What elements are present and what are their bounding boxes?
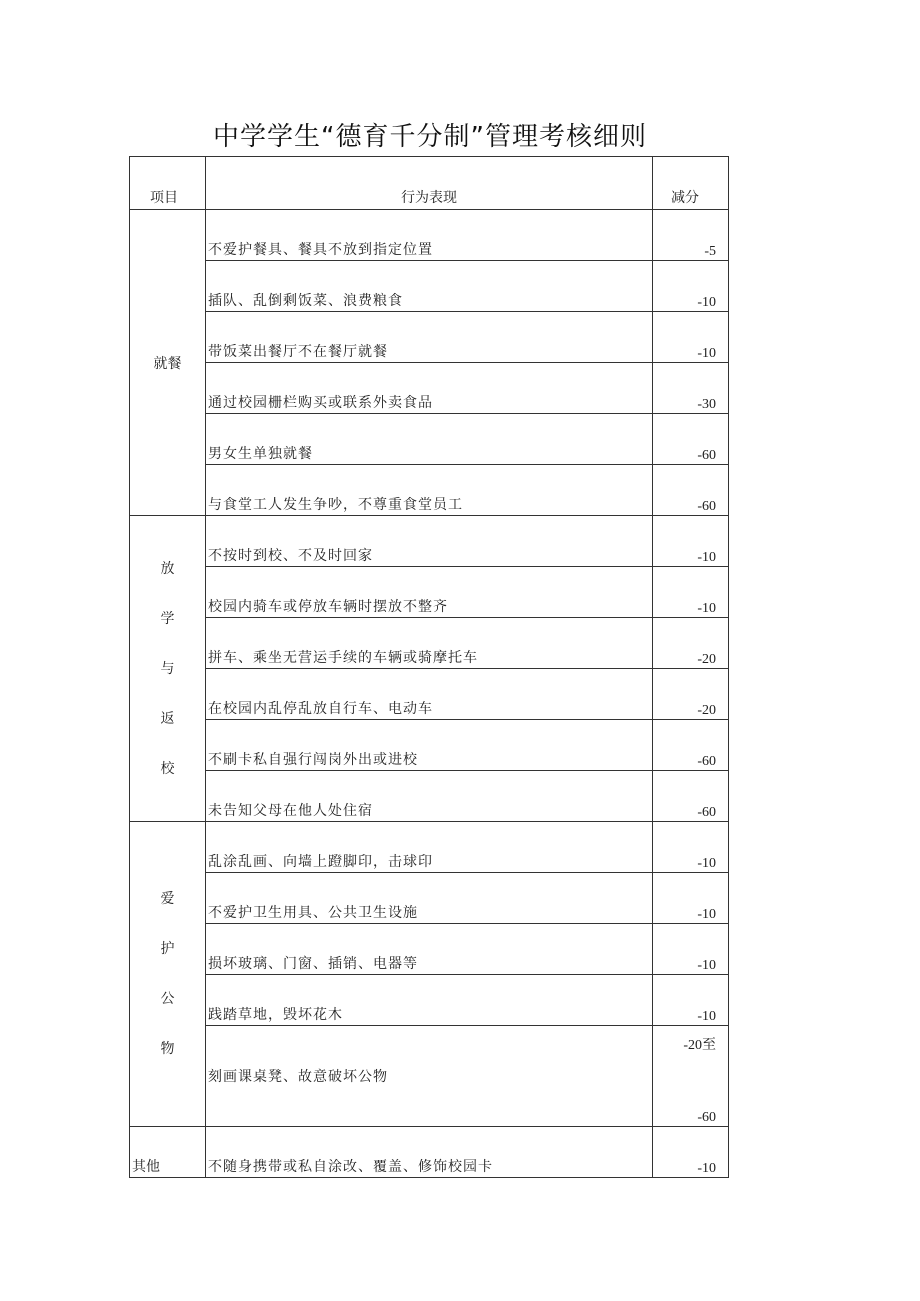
category-char: 学 [160,610,175,627]
rules-table [129,156,729,1178]
table-header-row [130,157,729,210]
behavior-cell: 不刷卡私自强行闯岗外出或进校 [206,720,653,771]
table-row [130,1026,729,1127]
score-cell: -10 [653,312,729,363]
table-row [130,975,729,1026]
score-cell: -60 [653,771,729,822]
table-row [130,261,729,312]
table-row [130,720,729,771]
header-behavior: 行为表现 [206,157,653,210]
table-row [130,669,729,720]
behavior-cell: 刻画课桌凳、故意破坏公物 [206,1026,653,1127]
table-row [130,363,729,414]
score-cell: -10 [653,261,729,312]
score-cell: -30 [653,363,729,414]
behavior-cell: 与食堂工人发生争吵，不尊重食堂员工 [206,465,653,516]
table-row [130,210,729,261]
behavior-cell: 不爱护卫生用具、公共卫生设施 [206,873,653,924]
table-row [130,465,729,516]
table-row [130,1127,729,1178]
score-cell: -10 [653,1127,729,1178]
score-cell: -20 [653,669,729,720]
header-category: 项目 [130,157,206,210]
table-row [130,873,729,924]
category-char: 校 [160,760,175,777]
table-row [130,924,729,975]
score-cell: -5 [653,210,729,261]
behavior-cell: 不按时到校、不及时回家 [206,516,653,567]
table-row [130,414,729,465]
behavior-cell: 插队、乱倒剩饭菜、浪费粮食 [206,261,653,312]
behavior-cell: 校园内骑车或停放车辆时摆放不整齐 [206,567,653,618]
table-row [130,822,729,873]
category-char: 护 [160,941,175,957]
table-row [130,618,729,669]
behavior-cell: 不随身携带或私自涂改、覆盖、修饰校园卡 [206,1127,653,1178]
behavior-cell: 带饭菜出餐厅不在餐厅就餐 [206,312,653,363]
score-range [653,1034,716,1126]
header-score: 减分 [653,157,729,210]
behavior-cell: 未告知父母在他人处住宿 [206,771,653,822]
score-cell: -10 [653,924,729,975]
page-title: 中学学生“德育千分制”管理考核细则 [213,122,647,152]
score-cell: -20 [653,618,729,669]
score-cell: -10 [653,516,729,567]
score-cell: -10 [653,567,729,618]
category-cell: 就餐 [130,210,206,516]
category-char: 爱 [160,891,175,907]
table-row [130,516,729,567]
behavior-cell: 拼车、乘坐无营运手续的车辆或骑摩托车 [206,618,653,669]
behavior-cell: 损坏玻璃、门窗、插销、电器等 [206,924,653,975]
score-range-bottom: -60 [697,1110,716,1125]
table-row [130,312,729,363]
category-char: 放 [160,560,175,577]
category-char: 返 [160,710,175,727]
category-cell [130,516,206,822]
behavior-cell: 男女生单独就餐 [206,414,653,465]
score-cell: -60 [653,414,729,465]
table-row [130,567,729,618]
category-char: 公 [160,991,175,1007]
score-cell: -60 [653,465,729,516]
score-cell [653,1026,729,1127]
score-cell: -10 [653,975,729,1026]
behavior-cell: 践踏草地，毁坏花木 [206,975,653,1026]
behavior-cell: 在校园内乱停乱放自行车、电动车 [206,669,653,720]
behavior-cell: 通过校园栅栏购买或联系外卖食品 [206,363,653,414]
category-char: 与 [160,660,175,677]
behavior-cell: 乱涂乱画、向墙上蹬脚印，击球印 [206,822,653,873]
score-range-top: -20至 [683,1038,716,1053]
behavior-cell: 不爱护餐具、餐具不放到指定位置 [206,210,653,261]
category-char: 物 [160,1041,175,1057]
category-cell [130,822,206,1127]
category-cell: 其他 [130,1127,206,1178]
table-row [130,771,729,822]
score-cell: -10 [653,873,729,924]
score-cell: -10 [653,822,729,873]
score-cell: -60 [653,720,729,771]
